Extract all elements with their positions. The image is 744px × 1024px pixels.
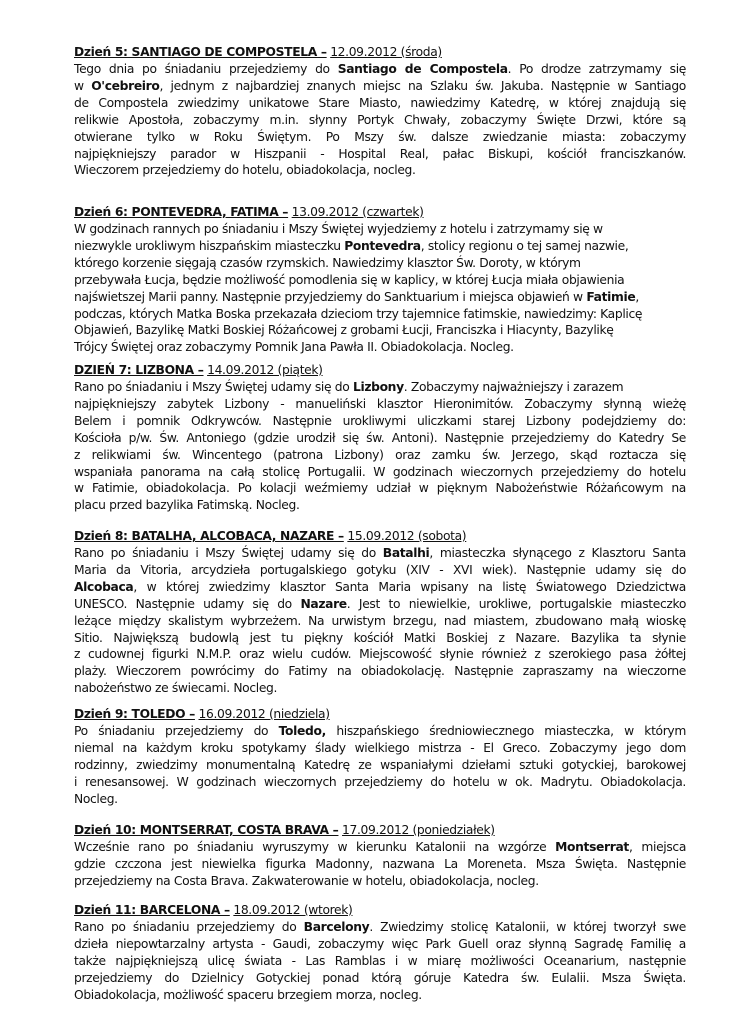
day-section: [74, 362, 686, 514]
paragraph-line: [74, 873, 686, 890]
day-heading: [74, 822, 686, 839]
text-run: , miasteczka słynącego z Klasztoru Santa: [429, 546, 686, 560]
paragraph-line: [74, 289, 686, 306]
paragraph-line: [74, 774, 686, 791]
day-date: 17.09.2012 (poniedziałek): [342, 823, 495, 837]
paragraph-line: [74, 596, 686, 613]
text-run: podczas, których Matka Boska przekazała dzieciom trzy tajemnice fatimskie, nawiedzimy: Kaplicę: [74, 306, 643, 321]
text-run: z relikwiami św. Wincentego (patrona Lizbony) oraz zamku św. Jerzego, skąd roztacza się: [74, 447, 686, 462]
paragraph-line: [74, 740, 686, 757]
day-section: [74, 204, 686, 356]
day-title: Dzień 5: SANTIAGO DE COMPOSTELA –: [74, 45, 327, 59]
paragraph-line: [74, 791, 686, 808]
text-run: de Compostela zwiedzimy unikatowe Stare Miasto, nawiedzimy Katedrę, w której znajdują się: [74, 95, 686, 110]
paragraph-line: [74, 646, 686, 663]
day-title: Dzień 9: TOLEDO –: [74, 707, 195, 721]
text-run: , jednym z najbardziej znanych miejsc na Szlaku św. Jakuba. Następnie w Santiago: [159, 78, 686, 93]
day-title: Dzień 6: PONTEVEDRA, FATIMA –: [74, 205, 289, 219]
paragraph-line: [74, 562, 686, 579]
paragraph-line: [74, 78, 686, 95]
text-run: najświetszej Marii panny. Następnie przyjedziemy do Sanktuarium i miejsca objawień w: [74, 289, 587, 304]
text-run: w Fatimie, obiadokolacja. Po kolacji weźmiemy udział w pięknym Nabożeństwie Różańcowym na: [74, 481, 686, 496]
paragraph-line: [74, 953, 686, 970]
text-run: Rano po śniadaniu i Mszy Świętej udamy się do: [74, 380, 353, 394]
paragraph-line: [74, 221, 686, 238]
text-run: nabożeństwo ze świecami. Nocleg.: [74, 681, 278, 696]
paragraph-line: [74, 322, 686, 339]
text-run: hiszpańskiego średniowiecznego miasteczka, w którym: [325, 724, 686, 738]
text-run: . Zobaczymy najważniejszy i zarazem: [403, 380, 624, 394]
text-run: przejedziemy na Costa Brava. Zakwaterowanie w hotelu, obiadokolacja, nocleg.: [74, 873, 539, 888]
paragraph-line: [74, 663, 686, 680]
text-run: Maria da Vitoria, arcydzieła portugalskiego gotyku (XIV - XVI wiek). Następnie udamy się do: [74, 562, 686, 577]
day-heading: [74, 528, 686, 545]
bold-place-name: Montserrat: [555, 840, 629, 854]
bold-place-name: Fatimie: [586, 289, 636, 304]
text-run: Sitio. Największą budowlą jest tu piękny kościół Matki Boskiej z Nazare. Bazylika ta słynie: [74, 630, 686, 645]
day-heading: [74, 362, 686, 379]
text-run: i renesansowej. W godzinach wieczornych przejedziemy do hotelu w ok. Madrytu. Obiadokolacja.: [74, 774, 686, 789]
day-heading: [74, 44, 686, 61]
text-run: relikwie Apostoła, zobaczymy m.in. słynny Portyk Chwały, zobaczymy Święte Drzwi, które są: [74, 112, 686, 127]
paragraph-line: [74, 255, 686, 272]
paragraph-line: [74, 112, 686, 129]
paragraph-line: [74, 919, 686, 936]
day-date: 14.09.2012 (piątek): [207, 363, 323, 377]
text-run: otwierane tylko w Roku Świętym. Po Mszy św. dalsze zwiedzanie miasta: zobaczymy: [74, 129, 686, 144]
paragraph-line: [74, 447, 686, 464]
paragraph-line: [74, 497, 686, 514]
day-section: [74, 528, 686, 697]
paragraph-line: [74, 970, 686, 987]
text-run: niezwykle urokliwym hiszpańskim miasteczku: [74, 238, 345, 253]
text-run: leżące między skalistym wybrzeżem. Na urwistym brzegu, nad miastem, zbudowano małą wioskę: [74, 613, 686, 628]
day-section: [74, 44, 686, 179]
text-run: niemal na każdym kroku spotykamy ślady wielkiego mistrza - El Greco. Zobaczymy jego dom: [74, 740, 686, 755]
bold-place-name: Lizbony: [352, 380, 404, 394]
bold-place-name: Barcelony: [303, 920, 370, 934]
paragraph-line: [74, 61, 686, 78]
paragraph-line: [74, 579, 686, 596]
day-date: 18.09.2012 (wtorek): [233, 903, 353, 917]
day-heading: [74, 902, 686, 919]
day-date: 12.09.2012 (środa): [330, 45, 442, 59]
text-run: wspaniała panorama na całą stolicę Portugalii. W godzinach wieczornych przejedziemy do hotelu: [74, 464, 686, 479]
day-title: DZIEŃ 7: LIZBONA –: [74, 363, 204, 377]
paragraph-line: [74, 757, 686, 774]
text-run: . Po drodze zatrzymamy się: [507, 62, 686, 76]
bold-place-name: Pontevedra: [344, 238, 421, 253]
day-heading: [74, 204, 686, 221]
text-run: Trójcy Świętej oraz zobaczymy Pomnik Jana Pawła II. Obiadokolacja. Nocleg.: [74, 340, 514, 355]
day-heading: [74, 706, 686, 723]
paragraph-line: [74, 680, 686, 697]
text-run: , w której zwiedzimy klasztor Santa Maria wpisany na listę Światowego Dziedzictwa: [133, 579, 686, 594]
text-run: UNESCO. Następnie udamy się do: [74, 596, 301, 611]
paragraph-line: [74, 162, 686, 179]
paragraph-line: [74, 856, 686, 873]
paragraph-line: [74, 272, 686, 289]
paragraph-line: [74, 339, 686, 356]
text-run: Wcześnie rano po śniadaniu wyruszymy w kierunku Katalonii na wzgórze: [74, 840, 556, 854]
text-run: gdzie czczona jest niewielka figurka Madonny, nazwana La Moreneta. Msza Święta. Następnie: [74, 856, 686, 871]
text-run: przejedziemy do Dzielnicy Gotyckiej ponad którą góruje Katedra św. Eulalii. Msza Święta.: [74, 970, 686, 985]
bold-place-name: Santiago de Compostela: [337, 62, 508, 76]
paragraph-line: [74, 936, 686, 953]
text-run: w: [74, 78, 92, 93]
paragraph-line: [74, 613, 686, 630]
text-run: ,: [635, 289, 639, 304]
paragraph-line: [74, 129, 686, 146]
text-run: Belem i pomnik Odkrywców. Następnie urokliwymi uliczkami starej Lizbony podejdziemy do:: [74, 413, 686, 428]
bold-place-name: Nazare: [300, 596, 347, 611]
paragraph-line: [74, 723, 686, 740]
paragraph-line: [74, 306, 686, 323]
paragraph-line: [74, 464, 686, 481]
text-run: Objawień, Bazylikę Matki Boskiej Różańcowej z grobami Łucji, Franciszka i Hiacynty, Bazylikę: [74, 323, 614, 338]
text-run: , stolicy regionu o tej samej nazwie,: [420, 238, 629, 253]
text-run: Rano po śniadaniu i Mszy Świętej udamy się do: [74, 546, 383, 560]
text-run: dzieła niepowtarzalny artysta - Gaudi, zobaczymy więc Park Guell oraz słynną Sagradę Familię a: [74, 936, 686, 951]
text-run: . Jest to niewielkie, urokliwe, portugalskie miasteczko: [346, 596, 686, 611]
text-run: Tego dnia po śniadaniu przejedziemy do: [74, 62, 338, 76]
day-title: Dzień 11: BARCELONA –: [74, 903, 230, 917]
text-run: Wieczorem przejedziemy do hotelu, obiadokolacja, nocleg.: [74, 163, 416, 178]
text-run: Nocleg.: [74, 791, 118, 806]
text-run: z cudownej figurki N.M.P. oraz wielu cudów. Miejscowość słynie również z szerokiego pasa żółtej: [74, 647, 686, 662]
day-section: [74, 822, 686, 890]
day-date: 16.09.2012 (niedziela): [198, 707, 330, 721]
paragraph-line: [74, 238, 686, 255]
day-title: Dzień 8: BATALHA, ALCOBACA, NAZARE –: [74, 529, 344, 543]
text-run: najpiękniejszy parador w Hiszpanii - Hospital Real, pałac Biskupi, kościół franciszkanów.: [74, 146, 686, 161]
day-section: [74, 706, 686, 808]
paragraph-line: [74, 480, 686, 497]
text-run: także najpiękniejszą ulicę świata - Las Ramblas i w miarę możliwości Oceanarium, następnie: [74, 953, 686, 968]
paragraph-line: [74, 95, 686, 112]
paragraph-line: [74, 396, 686, 413]
paragraph-line: [74, 413, 686, 430]
paragraph-line: [74, 379, 686, 396]
paragraph-line: [74, 146, 686, 163]
day-date: 13.09.2012 (czwartek): [291, 205, 424, 219]
text-run: Rano po śniadaniu przejedziemy do: [74, 920, 304, 934]
text-run: placu przed bazylika Fatimską. Nocleg.: [74, 498, 300, 513]
text-run: Obiadokolacja, możliwość spaceru brzegiem morza, nocleg.: [74, 987, 422, 1002]
day-section: [74, 902, 686, 1004]
bold-place-name: O'cebreiro: [91, 78, 160, 93]
text-run: plaży. Wieczorem powrócimy do Fatimy na obiadokolację. Następnie zapraszamy na wieczorne: [74, 664, 686, 679]
bold-place-name: Toledo,: [278, 724, 326, 738]
paragraph-line: [74, 430, 686, 447]
day-date: 15.09.2012 (sobota): [347, 529, 467, 543]
bold-place-name: Batalhi: [382, 546, 430, 560]
bold-place-name: Alcobaca: [74, 579, 134, 594]
paragraph-line: [74, 630, 686, 647]
text-run: , miejsca: [628, 840, 687, 854]
day-title: Dzień 10: MONTSERRAT, COSTA BRAVA –: [74, 823, 339, 837]
text-run: W godzinach rannych po śniadaniu i Mszy Świętej wyjedziemy z hotelu i zatrzymamy się w: [74, 222, 603, 236]
text-run: najpiękniejszy zabytek Lizbony - manueliński klasztor Hieronimitów. Zobaczymy słynną wieżę: [74, 396, 686, 411]
paragraph-line: [74, 987, 686, 1004]
text-run: . Zwiedzimy stolicę Katalonii, w której tworzył swe: [369, 920, 686, 934]
paragraph-line: [74, 839, 686, 856]
text-run: którego korzenie sięgają czasów rzymskich. Nawiedzimy klasztor Św. Doroty, w którym: [74, 255, 581, 270]
text-run: przebywała Łucja, będzie możliwość pomodlenia się w kaplicy, w której Łucja miała objawienia: [74, 272, 625, 287]
text-run: Kościoła p/w. Św. Antoniego (gdzie urodził się św. Antoni). Następnie przejedziemy do Katedry Se: [74, 430, 686, 445]
text-run: Po śniadaniu przejedziemy do: [74, 724, 279, 738]
text-run: rodzinny, zwiedzimy monumentalną Katedrę ze wspaniałymi dziełami sztuki gotyckiej, barokowej: [74, 757, 686, 772]
paragraph-line: [74, 545, 686, 562]
